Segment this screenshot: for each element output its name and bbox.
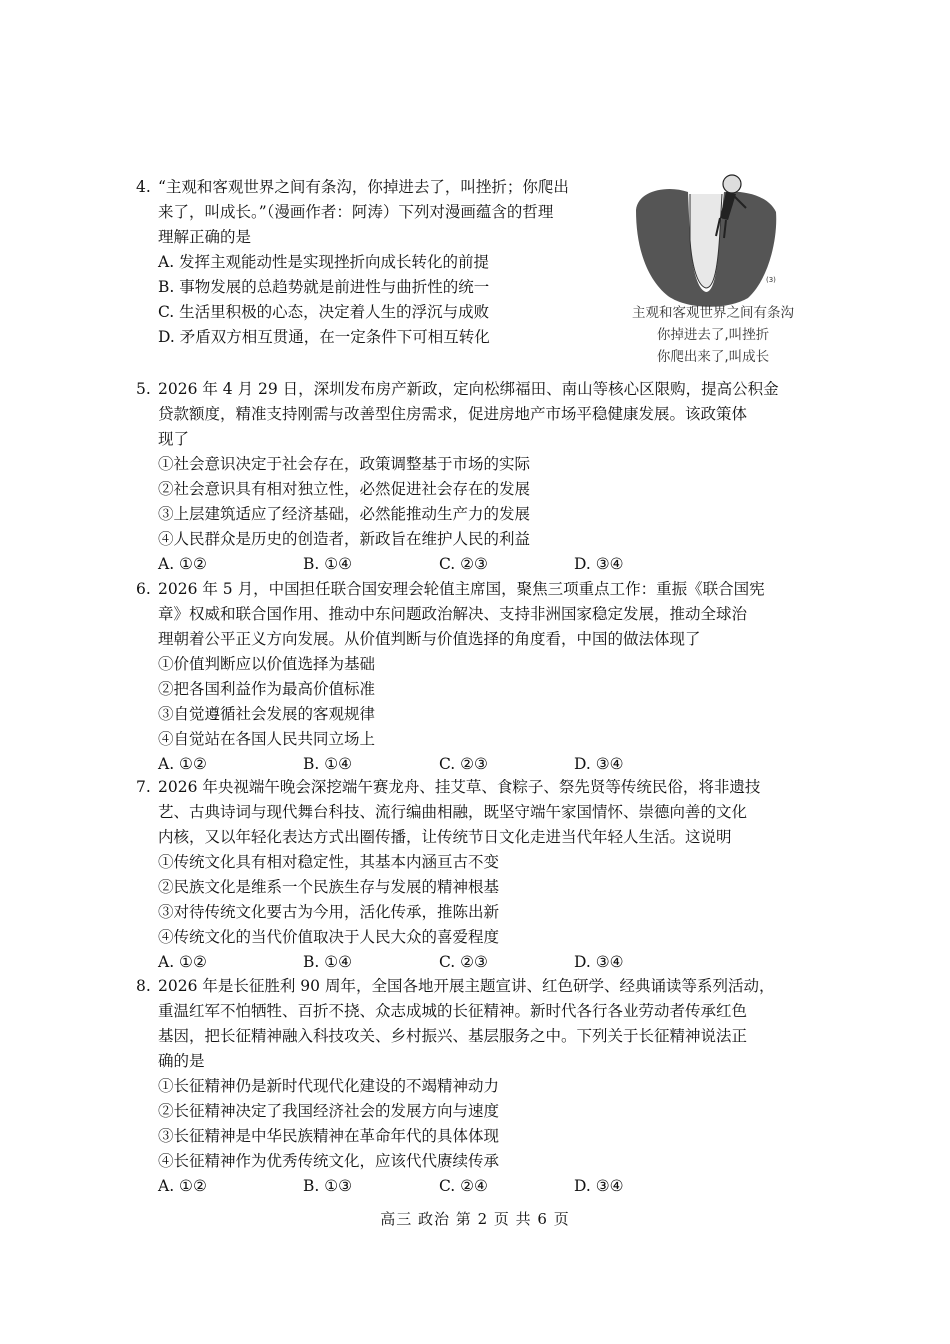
page-footer: 高三 政治 第 2 页 共 6 页: [380, 1210, 570, 1228]
choice-b: B. ①④: [303, 555, 353, 573]
question-stem-line: 章》权威和联合国作用、推动中东问题政治解决、支持非洲国家稳定发展，推动全球治: [158, 605, 748, 623]
statement-2: ②把各国利益作为最高价值标准: [158, 680, 376, 698]
statement-4: ④自觉站在各国人民共同立场上: [158, 730, 376, 748]
choices-row: [136, 1174, 816, 1199]
choices-row: [136, 752, 816, 777]
question-stem-line: 理解正确的是: [158, 228, 252, 246]
question-number: 6.: [136, 580, 151, 598]
choices-row: [136, 552, 816, 577]
question-stem-line: “主观和客观世界之间有条沟，你掉进去了，叫挫折；你爬出: [158, 178, 569, 196]
question-stem-line: 贷款额度，精准支持刚需与改善型住房需求，促进房地产市场平稳健康发展。该政策体: [158, 405, 748, 423]
question-stem-line: 2026 年是长征胜利 90 周年，全国各地开展主题宣讲、红色研学、经典诵读等系列活动，: [158, 977, 775, 995]
choice-d: D. ③④: [574, 953, 624, 971]
caption-line: 你掉进去了,叫挫折: [656, 327, 770, 343]
question-stem-line: 现了: [158, 430, 190, 448]
statement-1: ①价值判断应以价值选择为基础: [158, 655, 376, 673]
statement-3: ③上层建筑适应了经济基础，必然能推动生产力的发展: [158, 505, 531, 523]
question-4: [136, 175, 616, 350]
choice-d: D. ③④: [574, 755, 624, 773]
choice-c: C. ②③: [439, 755, 488, 773]
question-number: 7.: [136, 778, 151, 796]
choice-b: B. ①③: [303, 1177, 353, 1195]
choice-c: C. ②③: [439, 555, 488, 573]
choice-b: B. ①④: [303, 953, 353, 971]
statement-4: ④传统文化的当代价值取决于人民大众的喜爱程度: [158, 928, 500, 946]
question-number: 8.: [136, 977, 151, 995]
question-number: 5.: [136, 380, 151, 398]
question-stem-line: 重温红军不怕牺牲、百折不挠、众志成城的长征精神。新时代各行各业劳动者传承红色: [158, 1002, 748, 1020]
option-d: D. 矛盾双方相互贯通，在一定条件下可相互转化: [158, 328, 490, 346]
statement-1: ①长征精神仍是新时代现代化建设的不竭精神动力: [158, 1077, 500, 1095]
question-stem-line: 2026 年 5 月，中国担任联合国安理会轮值主席国，聚焦三项重点工作：重振《联合国宪: [158, 580, 765, 598]
question-6: [136, 577, 816, 777]
cartoon-caption: [628, 302, 798, 368]
question-5: [136, 377, 816, 577]
option-b: B. 事物发展的总趋势就是前进性与曲折性的统一: [158, 278, 490, 296]
choice-d: D. ③④: [574, 1177, 624, 1195]
artist-mark: (3): [766, 276, 776, 284]
question-7: [136, 775, 816, 975]
question-stem-line: 内核，又以年轻化表达方式出圈传播，让传统节日文化走进当代年轻人生活。这说明: [158, 828, 732, 846]
statement-2: ②民族文化是维系一个民族生存与发展的精神根基: [158, 878, 500, 896]
choice-b: B. ①④: [303, 755, 353, 773]
question-stem-line: 确的是: [158, 1052, 205, 1070]
statement-2: ②社会意识具有相对独立性，必然促进社会存在的发展: [158, 480, 531, 498]
question-stem-line: 基因，把长征精神融入科技攻关、乡村振兴、基层服务之中。下列关于长征精神说法正: [158, 1027, 748, 1045]
choice-c: C. ②③: [439, 953, 488, 971]
statement-1: ①传统文化具有相对稳定性，其基本内涵亘古不变: [158, 853, 500, 871]
choice-a: A. ①②: [158, 755, 207, 773]
caption-line: 主观和客观世界之间有条沟: [632, 305, 794, 321]
question-stem-line: 理朝着公平正义方向发展。从价值判断与价值选择的角度看，中国的做法体现了: [158, 630, 701, 648]
choice-a: A. ①②: [158, 953, 207, 971]
statement-3: ③自觉遵循社会发展的客观规律: [158, 705, 376, 723]
statement-3: ③长征精神是中华民族精神在革命年代的具体体现: [158, 1127, 500, 1145]
question-number: 4.: [136, 178, 151, 196]
option-c: C. 生活里积极的心态，决定着人生的浮沉与成败: [158, 303, 490, 321]
choice-a: A. ①②: [158, 1177, 207, 1195]
question-stem-line: 2026 年央视端午晚会深挖端午赛龙舟、挂艾草、食粽子、祭先贤等传统民俗，将非遗技: [158, 778, 761, 796]
choice-d: D. ③④: [574, 555, 624, 573]
statement-1: ①社会意识决定于社会存在，政策调整基于市场的实际: [158, 455, 531, 473]
question-stem-line: 2026 年 4 月 29 日，深圳发布房产新政，定向松绑福田、南山等核心区限购，提高公积金: [158, 380, 779, 398]
caption-line: 你爬出来了,叫成长: [656, 349, 770, 365]
choice-c: C. ②④: [439, 1177, 488, 1195]
question-8: [136, 974, 816, 1199]
question-stem-line: 来了，叫成长。”（漫画作者：阿涛）下列对漫画蕴含的哲理: [158, 203, 554, 221]
choices-row: [136, 950, 816, 975]
option-a: A. 发挥主观能动性是实现挫折向成长转化的前提: [158, 253, 490, 271]
statement-4: ④人民群众是历史的创造者，新政旨在维护人民的利益: [158, 530, 531, 548]
choice-a: A. ①②: [158, 555, 207, 573]
statement-4: ④长征精神作为优秀传统文化，应该代代赓续传承: [158, 1152, 500, 1170]
question-stem-line: 艺、古典诗词与现代舞台科技、流行编曲相融，既坚守端午家国情怀、崇德向善的文化: [158, 803, 748, 821]
statement-2: ②长征精神决定了我国经济社会的发展方向与速度: [158, 1102, 500, 1120]
statement-3: ③对待传统文化要古为今用，活化传承，推陈出新: [158, 903, 500, 921]
